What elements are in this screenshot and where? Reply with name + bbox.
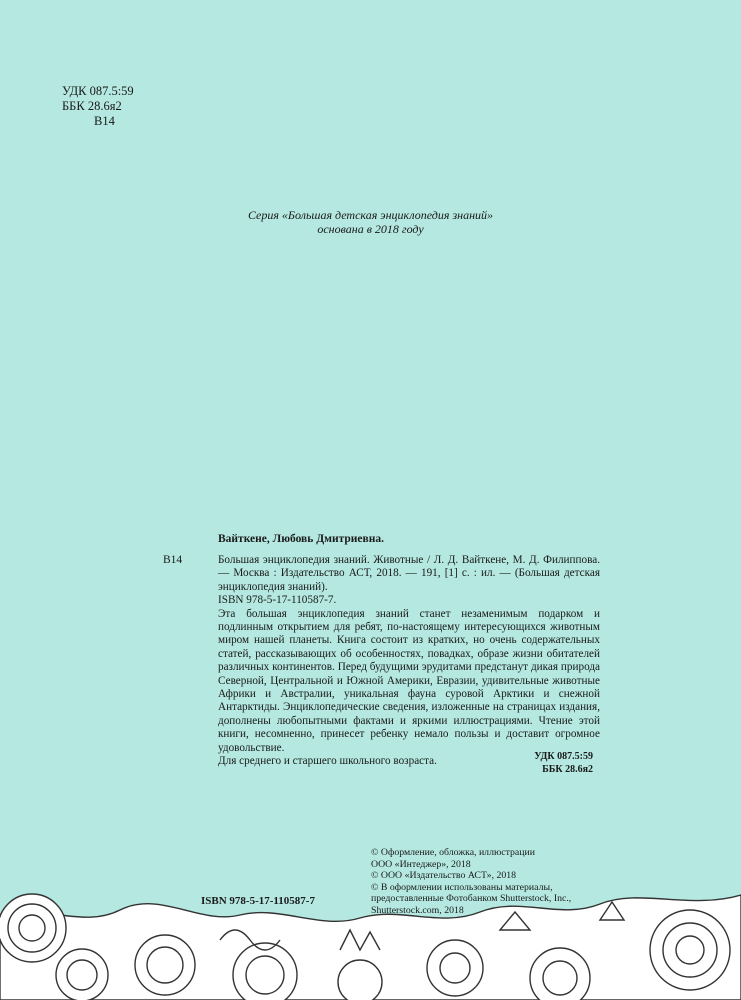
series-line-1: Серия «Большая детская энциклопедия знаний» [247,208,494,222]
age-note: Для среднего и старшего школьного возраста. [218,755,437,768]
catalog-codes [534,750,593,776]
ornament-swirl-right-core [676,936,704,964]
catalog-card [218,554,600,769]
ornament-swirl-4-core [246,956,284,994]
udk-code: УДК 087.5:59 [62,84,134,98]
ornament-swirl-5 [338,960,382,1000]
annotation: Эта большая энциклопедия знаний станет незаменимым подарком и подлинным открытием для ребят, по-настоящему интересующихся животным миром нашей планеты. Книга состоит из кратких, но очень содержательных статей, рассказывающих об особенностях, повадках, образе жизни обитателей различных континентов. Перед будущими эрудитами предстанут дикая природа Северной, Центральной и Южной Америки, Евразии, удивительные животные Африки и Австралии, уникальная фауна суровой Арктики и снежной Антарктиды. Энциклопедические сведения, изложенные на страницах издания, дополнены любопытными фактами и яркими иллюстрациями. Чтение этой книги, несомненно, принесет ребенку немало пользы и доставит огромное удовольствие. [218,607,600,754]
copyright-line-1: © Оформление, обложка, иллюстрации [371,847,536,858]
copyright-line-6: Shutterstock.com, 2018 [371,904,464,916]
catalog-author: Вайткене, Любовь Дмитриевна. [218,533,384,545]
isbn-footer: ISBN 978-5-17-110587-7 [201,895,315,907]
catalog-mark: В14 [163,554,183,566]
catalog-isbn: ISBN 978-5-17-110587-7. [218,594,337,607]
ornament-swirl-left-core [19,915,45,941]
bbk-code: ББК 28.6я2 [62,99,122,113]
classification-codes [62,84,134,129]
catalog-bbk: ББК 28.6я2 [542,764,593,775]
bibliographic-description: Большая энциклопедия знаний. Животные / Л. Д. Вайткене, М. Д. Филиппова. — Москва : Издательство АСТ, 2018. — 191, [1] с. : ил. — (Большая детская энциклопедия знаний). [218,554,600,593]
catalog-udk: УДК 087.5:59 [534,751,593,762]
ornament-swirl-7-core [543,961,577,995]
ornament-swirl-3-core [147,947,183,983]
copyright-line-3: © ООО «Издательство АСТ», 2018 [371,870,517,882]
series-line-2: основана в 2018 году [317,222,424,236]
author-mark: В14 [94,114,115,128]
ornament-border [0,800,741,1000]
series-note [0,208,741,236]
ornament-swirl-2-core [67,960,97,990]
copyright-line-2: ООО «Интеджер», 2018 [371,858,471,870]
copyright-line-4: © В оформлении использованы материалы, [371,881,553,893]
copyright-line-5: предоставленные Фотобанком Shutterstock, Inc., [371,893,572,905]
ornament-swirl-6-core [440,953,470,983]
